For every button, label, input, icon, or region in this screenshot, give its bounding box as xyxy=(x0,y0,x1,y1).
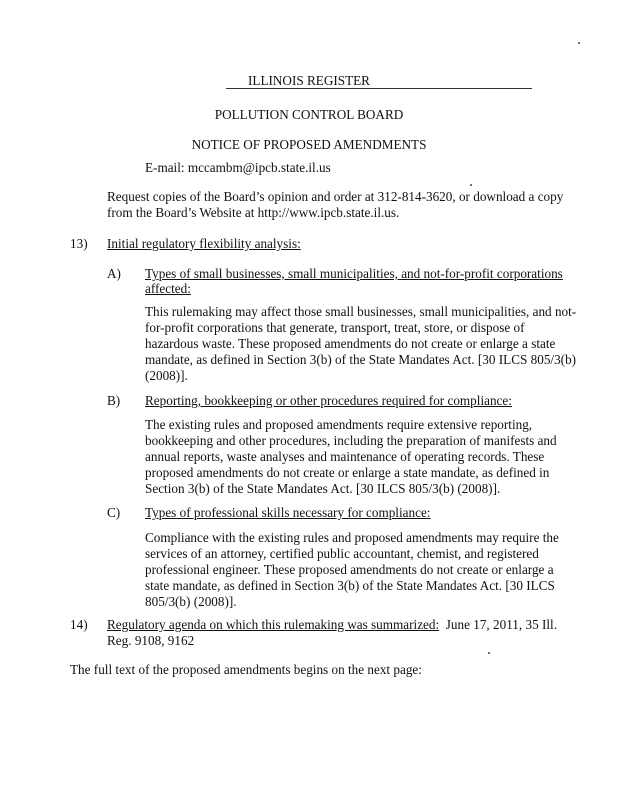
item-13c-letter: C) xyxy=(107,505,121,520)
item-13a-body-line: (2008)]. xyxy=(145,368,188,383)
item-13b-body-line: The existing rules and proposed amendments require extensive reporting, xyxy=(145,417,533,432)
item-13a-body-line: for-profit corporations that generate, transport, treat, store, or dispose of xyxy=(145,320,525,335)
item-13b-body-line: Section 3(b) of the State Mandates Act. [30 ILCS 805/3(b) (2008)]. xyxy=(145,481,501,496)
item-13a-body-line: hazardous waste. These proposed amendments do not create or enlarge a state xyxy=(145,336,556,351)
item-14-date: June 17, 2011, 35 Ill. xyxy=(445,617,557,632)
item-14-line-2: Reg. 9108, 9162 xyxy=(107,633,195,648)
closing-line: The full text of the proposed amendments begins on the next page: xyxy=(70,662,422,677)
register-title: ILLINOIS REGISTER xyxy=(248,73,370,88)
item-13b-letter: B) xyxy=(107,393,121,408)
item-14-heading: Regulatory agenda on which this rulemaking was summarized: xyxy=(107,617,440,632)
item-13c-body-line: 805/3(b) (2008)]. xyxy=(145,594,237,609)
item-13a-heading-line-1: Types of small businesses, small municipalities, and not-for-profit corporations xyxy=(145,266,563,281)
request-line-2: from the Board’s Website at http://www.ipcb.state.il.us. xyxy=(107,205,400,220)
scan-speck xyxy=(470,184,472,186)
item-13b-heading: Reporting, bookkeeping or other procedures required for compliance: xyxy=(145,393,512,408)
item-13b-body-line: proposed amendments do not create or enlarge a state mandate, as defined in xyxy=(145,465,550,480)
notice-title: NOTICE OF PROPOSED AMENDMENTS xyxy=(191,137,427,152)
item-13b-body-line: annual reports, waste analyses and maintenance of operating records. These xyxy=(145,449,545,464)
item-13c-body-line: Compliance with the existing rules and proposed amendments may require the xyxy=(145,530,559,545)
request-line-1: Request copies of the Board’s opinion and order at 312-814-3620, or download a copy xyxy=(107,189,564,204)
email-line: E-mail: mccambm@ipcb.state.il.us xyxy=(145,160,331,175)
item-13c-body-line: services of an attorney, certified public accountant, chemist, and registered xyxy=(145,546,539,561)
item-14-line-1 xyxy=(107,617,557,633)
item-13a-heading-line-2: affected: xyxy=(145,281,191,296)
item-14-number: 14) xyxy=(70,617,88,632)
item-13c-heading: Types of professional skills necessary for compliance: xyxy=(145,505,431,520)
item-13b-body-line: bookkeeping and other procedures, including the preparation of manifests and xyxy=(145,433,557,448)
item-13c-body-line: professional engineer. These proposed amendments do not create or enlarge a xyxy=(145,562,554,577)
header-rule xyxy=(226,88,532,89)
item-13a-body-line: mandate, as defined in Section 3(b) of the State Mandates Act. [30 ILCS 805/3(b) xyxy=(145,352,577,367)
item-13-number: 13) xyxy=(70,236,88,251)
item-13a-body-line: This rulemaking may affect those small businesses, small municipalities, and not- xyxy=(145,304,577,319)
board-title: POLLUTION CONTROL BOARD xyxy=(214,107,404,122)
scan-speck xyxy=(578,42,580,44)
item-13-heading: Initial regulatory flexibility analysis: xyxy=(107,236,301,251)
scan-speck xyxy=(488,652,490,654)
item-13c-body-line: state mandate, as defined in Section 3(b) of the State Mandates Act. [30 ILCS xyxy=(145,578,555,593)
item-13a-letter: A) xyxy=(107,266,121,281)
